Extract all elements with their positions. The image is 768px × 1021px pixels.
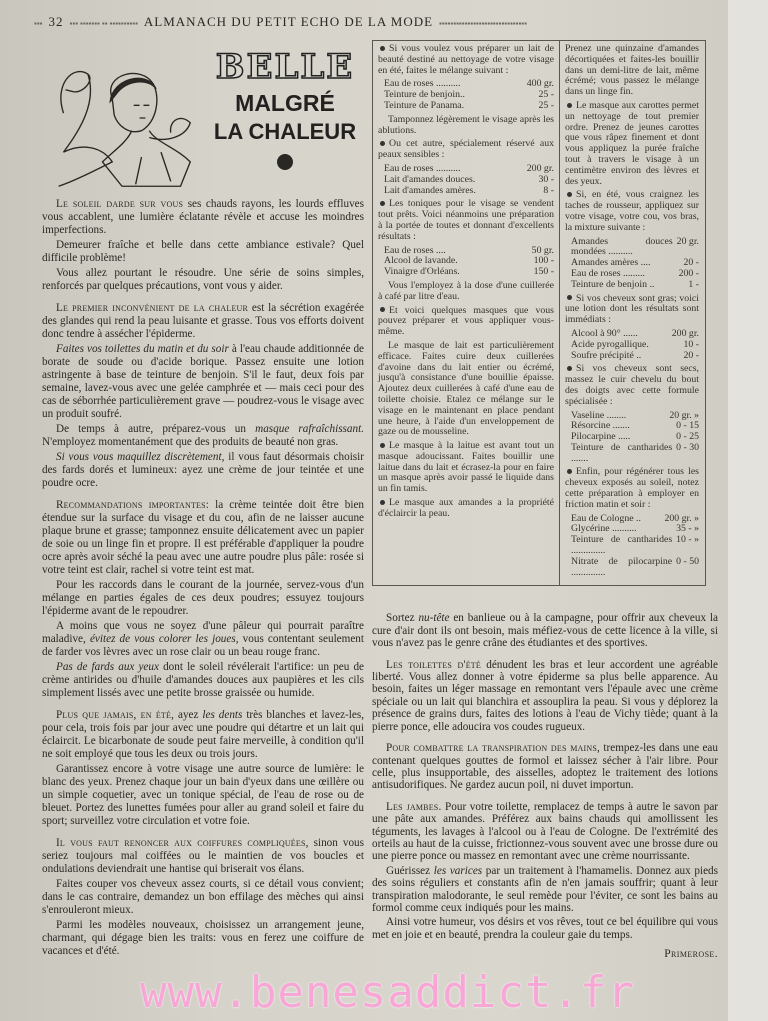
box-paragraph [378,281,554,303]
box-text: Ou cet autre, spécialement réservé aux peaux sensibles : [378,138,554,161]
text: ayez [178,709,199,721]
box-paragraph [378,498,554,520]
text: vous contentant seulement de farder vos lèvres avec un rose clair ou un beau rouge franc. [42,633,365,658]
recipes-box-middle [373,41,559,585]
paragraph [42,267,364,293]
box-paragraph [565,101,699,187]
page-header [34,14,724,34]
text: il vous faut désormais choisir des fards dorés et lumineux: ayez une crème de jour teintée et une poudre ocre. [42,451,364,489]
ingredient-quantity: 100 - [533,255,554,267]
ingredient-name: Teinture de benjoin.. [384,89,465,101]
paragraph [42,343,364,421]
bullet-icon [380,46,385,51]
bullet-icon [380,201,385,206]
emphasis: Pas de fards aux yeux [56,661,159,673]
text: par un traitement à l'hamamelis. Donnez aux pieds des soins réguliers et constants afin de n'en jamais souffrir; quant à leur transpiration malodorante, le seul remède pour l'éviter, ce sont les bains au formol comme ceux indiqués pour les mains. [372,864,718,914]
text: De temps à autre, préparez-vous un [56,423,246,435]
box-paragraph [565,364,699,407]
recipe-ingredient-row [378,101,554,112]
author-signature: Primerose. [664,948,718,961]
text: Parmi les modèles nouveaux, choisissez un arrangement jeune, charmant, qui dégage bien les traits: vous en ferez une coiffure de vacances et d'été. [42,919,364,957]
lead-in: Le premier inconvénient de la chaleur [56,302,249,314]
ingredient-name: Alcool à 90° ...... [571,327,638,339]
text: N'employez momentanément que des produits de beauté non gras. [42,436,339,448]
text: dont le soleil révélerait l'artifice: un peu de crème antirides ou d'huile d'amandes douces aux paupières et les cils simplement lissés avec une petite brosse graissée ou humide. [42,661,364,699]
box-text: Si vos cheveux sont gras; voici une lotion dont les résultats sont immédiats : [565,292,699,326]
ingredient-quantity: 200 gr. » [664,512,699,524]
right-column-text [372,612,718,941]
bullet-icon [567,103,572,108]
paragraph [372,742,718,792]
ingredient-quantity: 0 - 25 [676,431,699,443]
ingredient-quantity: 10 - » [676,534,699,546]
ingredient-name: Alcool de lavande. [384,255,458,267]
text: Pour les raccords dans le courant de la journée, servez-vous d'un mélange en parties égales de ces deux poudres; essuyez toujours l'épiderme avant de le repoudrer. [42,579,364,617]
box-text: Les toniques pour le visage se vendent tout prêts. Voici néanmoins une préparation à la portée de toutes et donnant d'excellents résultats : [378,198,554,242]
box-paragraph [378,115,554,137]
header-dots-left: ▪▪▪ ▪▪▪▪▪▪▪ ▪▪ ▪▪▪▪▪▪▪▪▪▪ [69,19,138,28]
box-text: Si, en été, vous craignez les taches de rousseur, appliquez sur votre visage, votre cou, vos bras, la mixture suivante : [565,189,699,233]
publication-name: ALMANACH DU PETIT ECHO DE LA MODE [143,14,434,29]
text: la crème teintée doit être bien étendue sur la surface du visage et du cou, afin de ne laisser aucune plaque brune et grasse; tamponnez ensuite délicatement avec un papier de soie ou un linge fin et propre. Il est préférable d'appliquer la poudre ocre après avoir séché la peau avec une autre poudre plus pâle: rosée si votre teint est clair, rachel si votre teint est mat. [42,499,365,576]
ingredient-name: Teinture de benjoin .. [571,278,655,290]
ingredient-name: Amandes douces mondées .......... [571,235,673,258]
text: Demeurer fraîche et belle dans cette ambiance estivale? Quel difficile problème! [42,239,364,264]
text: en banlieue ou à la campagne, pour offrir aux cheveux la cure d'air dont ils ont besoin, mais méfiez-vous de cette licence à la ville, si vous n'avez pas le genre crâne des étudiantes et des sportives. [372,612,718,650]
box-text: Le masque de lait est particulièrement efficace. Faites cuire deux cuillerées d'avoine dans du lait entier ou écrémé, jusqu'à consistance d'une bouillie épaisse. Ajoutez deux cuillerées à café d'une eau de toilette choisie. Etalez ce mélange sur le visage en le maintenant en place pendant une heure, à l'aide d'un enveloppement de gaze ou de mousseline. [378,339,554,438]
box-text: Si vos cheveux sont secs, massez le cuir chevelu du bout des doigts avec cette formule spécialisée : [565,363,699,407]
emphasis: Si vous vous maquillez discrètement, [56,451,225,463]
paragraph [42,451,364,490]
paragraph [372,801,718,863]
header-dots: ▪▪▪ [34,19,43,28]
ingredient-name: Eau de roses .......... [384,78,461,90]
box-paragraph [378,139,554,161]
ingredient-name: Vinaigre d'Orléans. [384,266,460,278]
box-text: Le masque aux amandes a la propriété d'éclaircir la peau. [378,497,554,519]
ingredient-name: Teinture de cantharides ....... [571,441,673,464]
ingredient-name: Eau de roses ......... [571,267,646,279]
page-number: 32 [48,14,64,29]
ingredient-name: Eau de roses .......... [384,162,461,174]
article-headline [205,48,365,170]
text: Vous allez pourtant le résoudre. Une série de soins simples, renforcés par quelques précautions, vont vous y aider. [42,267,364,292]
headline-la-chaleur: LA CHALEUR [213,119,357,144]
ingredient-quantity: 1 - [688,278,699,290]
text: dénudent les bras et leur accordent une agréable liberté. Vous allez donner à votre épiderme sa plus belle apparence. Au besoin, faites un léger massage en remontant vers l'épaule avec une crème spéciale ou un lait qui blanchira et assouplira la peau. Si vous y déplorez la présence de grains durs, faites des lotions à l'eau de Vichy tiède; quant à la pierre ponce, elle adoucira vos coudes rugueux. [372,658,718,733]
paragraph [42,837,364,876]
text: ses chauds rayons, les lourds effluves vous accablent, une lumière éclatante révèle et accuse les moindres imperfections. [42,198,364,236]
text: à l'eau chaude additionnée de borate de soude ou d'acide borique. Passez ensuite une lotion astringente à base de teinture de benjoin. S'il le faut, deux fois par semaine, lavez-vous avec une gelée camphrée et — mais ceci pour des cas de séborrhée particulièrement grave — poudrez-vous le visage avec un produit soufré. [42,343,365,420]
box-text: Tamponnez légèrement le visage après les ablutions. [378,113,554,136]
ingredient-quantity: 20 - [683,257,699,269]
watermark: www.benesaddict.fr [140,967,635,1018]
recipes-box-right [559,41,704,585]
spacer [565,578,699,581]
paragraph [42,423,364,449]
box-text: Si vous voulez vous préparer un lait de beauté destiné au nettoyage de votre visage en été, faites le mélange suivant : [378,43,554,76]
text: très blanches et lavez-les, pour cela, trois fois par jour avec une poudre qui détartre et un lait qui éclaircit. Le bicarbonate de soude peut faire merveille, à condition qu'il ne soit employé que tous les deux ou trois jours. [42,709,364,760]
recipe-ingredient-row [565,535,699,557]
box-text: Vous l'employez à la dose d'une cuillerée à café par litre d'eau. [378,279,554,302]
emphasis: nu-tête [418,612,450,625]
emphasis: masque rafraîchissant. [255,423,364,435]
paragraph [42,620,364,659]
bullet-icon [380,307,385,312]
paragraph [42,661,364,700]
ingredient-quantity: 35 - » [676,523,699,535]
lead-in: Pour combattre la transpiration des mains, [386,742,601,755]
text: Guérissez [386,864,431,877]
page-edge [728,0,768,1021]
text: sinon vous seriez toujours mal coiffées ou le maintien de vos boucles et ondulations deviendrait une hantise qui briserait vos élans. [42,837,364,875]
header-dots-right: ▪▪▪▪▪▪▪▪▪▪▪▪▪▪▪▪▪▪▪▪▪▪▪▪▪▪▪▪▪▪▪ [439,19,527,28]
ingredient-name: Teinture de cantharides .............. [571,534,673,557]
paragraph [42,579,364,618]
text: Pour votre toilette, remplacez de temps à autre le savon par une pâte aux amandes. Préférez aux bains chauds qui amollissent les téguments, les lavages à l'alcool ou à l'eau de Cologne. De l'extrémité des orteils au haut de la cuisse, frictionnez-vous souvent avec une brosse dure ou une pierre ponce ou massez en remontant avec une crème nourrissante. [372,800,719,863]
ingredient-name: Soufre précipité .. [571,349,642,361]
text: Faites couper vos cheveux assez courts, si ce détail vous convient; dans le cas contraire, demandez un bon effilage des mèches qui ainsi s'enrouleront mieux. [42,878,364,916]
box-paragraph [378,306,554,338]
box-text: Le masque à la laitue est avant tout un masque adoucissant. Faites bouillir une laitue dans du lait et écrasez-la pour en faire un masque après avoir passé le liquide dans un fin tamis. [378,440,554,495]
box-paragraph [378,44,554,76]
box-paragraph [378,441,554,495]
paragraph [372,865,718,915]
paragraph [372,916,718,941]
recipe-ingredient-row [565,443,699,465]
right-column [372,40,718,961]
paragraph [42,878,364,917]
emphasis: évitez de vous colorer les joues, [89,633,239,645]
recipe-ingredient-row [378,267,554,278]
ingredient-quantity: 25 - [538,99,554,111]
ingredient-quantity: 10 - [683,338,699,350]
paragraph [42,763,364,828]
paragraph [372,612,718,649]
ingredient-quantity: 200 gr. [526,162,554,174]
ingredient-name: Résorcine ....... [571,420,630,432]
recipe-ingredient-row [565,280,699,291]
text: Ainsi votre humeur, vos désirs et vos rêves, tout ce bel équilibre qui vous met en joie et en beauté, prendra la couleur gaie du temps. [372,916,718,941]
box-text: Le masque aux carottes permet un nettoyage de tout premier ordre. Prenez de jeunes carottes que vous râpez finement et dont vous appliquez la purée fraîche tout à travers le visage à un centimètre environ des lèvres et des yeux. [565,99,699,187]
recipe-ingredient-row [565,340,699,351]
lead-in: Les toilettes d'été [386,658,481,671]
recipe-ingredient-row [565,557,699,579]
recipe-ingredient-row [565,351,699,362]
paragraph [42,302,364,341]
ingredient-quantity: 30 - [538,173,554,185]
ingredient-quantity: 0 - 50 [676,555,699,567]
paragraph [372,659,718,733]
paragraph [42,198,364,237]
ingredient-name: Teinture de Panama. [384,99,465,111]
ornament-dot-icon [277,154,293,170]
ingredient-quantity: 400 gr. [526,78,554,90]
box-paragraph [565,190,699,233]
headline-malgre: MALGRÉ [235,90,335,116]
box-paragraph [565,44,699,98]
ingredient-name: Vaseline ........ [571,409,627,421]
ingredient-quantity: 150 - [533,266,554,278]
recipe-ingredient-row [378,186,554,197]
bullet-icon [567,469,572,474]
ingredient-quantity: 0 - 30 [676,441,699,453]
paragraph [42,499,364,577]
lead-in: Il vous faut renoncer aux coiffures compliquées, [56,837,309,849]
recipes-box [372,40,706,586]
ingredient-quantity: 25 - [538,89,554,101]
bullet-icon [567,192,572,197]
ingredient-name: Amandes amères .... [571,257,651,269]
box-paragraph [565,467,699,510]
emphasis: les varices [433,864,483,877]
recipe-ingredient-row [378,175,554,186]
box-text: Prenez une quinzaine d'amandes décortiquées et faites-les bouillir dans un demi-litre de lait, même écrémé; vous passez le mélange dans un linge fin. [565,43,699,98]
ingredient-name: Glycérine .......... [571,523,637,535]
box-paragraph [378,199,554,242]
lead-in: Recommandations importantes: [56,499,210,511]
ingredient-name: Lait d'amandes douces. [384,173,476,185]
box-paragraph [378,341,554,438]
woman-with-swan-illustration [44,44,200,192]
ingredient-quantity: 20 - [683,349,699,361]
bullet-icon [380,500,385,505]
ingredient-name: Pilocarpine ..... [571,431,631,443]
ingredient-name: Lait d'amandes amères. [384,184,476,196]
paragraph [42,239,364,265]
ingredient-name: Acide pyrogallique. [571,338,649,350]
ingredient-name: Eau de Cologne .. [571,512,641,524]
ingredient-name: Nitrate de pilocarpine .............. [571,555,673,578]
ingredient-quantity: 200 - [678,267,699,279]
paragraph [42,919,364,958]
recipe-ingredient-row [565,237,699,259]
text: trempez-les dans une eau contenant quelques gouttes de formol et laissez sécher à l'air libre. Pour celle, plus insupportable, des aisselles, adoptez le traitement des lotions antisudorifiques. Ne gardez aucun poil, ni duvet importun. [372,742,718,792]
bullet-icon [567,366,572,371]
ingredient-quantity: 8 - [543,184,554,196]
box-text: Enfin, pour régénérer tous les cheveux exposés au soleil, notez cette préparation à employer en friction matin et soir : [565,466,699,510]
box-paragraph [565,294,699,326]
lead-in: Plus que jamais, en été, [56,709,175,721]
ingredient-quantity: 50 gr. [531,244,554,256]
bullet-icon [567,295,572,300]
text: Sortez [386,612,415,625]
text: A moins que vous ne soyez d'une pâleur qui pourrait paraître maladive, [42,620,364,645]
ingredient-quantity: 200 gr. [671,327,699,339]
emphasis: les dents [202,709,243,721]
left-column-text [42,198,364,958]
box-text: Et voici quelques masques que vous pouvez préparer et vous appliquer vous-même. [378,304,554,338]
bullet-icon [380,141,385,146]
ingredient-quantity: 20 gr. » [669,409,699,421]
text: Garantissez encore à votre visage une autre source de lumière: le blanc des yeux. Prenez chaque jour un bain d'yeux dans une œillère ou un simple coquetier, avec un tonique spécial, de l'eau de rose ou de bleuet. Portez des lunettes fumées pour aller au grand soleil et faire du sport; surveillez votre circulation et votre foie. [42,763,364,827]
lead-in: Le soleil darde sur vous [56,198,184,210]
headline-belle: BELLE [215,47,355,87]
lead-in: Les jambes. [386,800,442,813]
bullet-icon [380,443,385,448]
emphasis: Faites vos toilettes du matin et du soir [56,343,229,355]
ingredient-quantity: 0 - 15 [676,420,699,432]
text: est la sécrétion exagérée des glandes qui rend la peau luisante et grasse. Tous vos efforts doivent donc tendre à assécher l'épiderme. [42,302,365,340]
paragraph [42,709,364,761]
ingredient-name: Eau de roses .... [384,244,446,256]
ingredient-quantity: 20 gr. [676,235,699,247]
